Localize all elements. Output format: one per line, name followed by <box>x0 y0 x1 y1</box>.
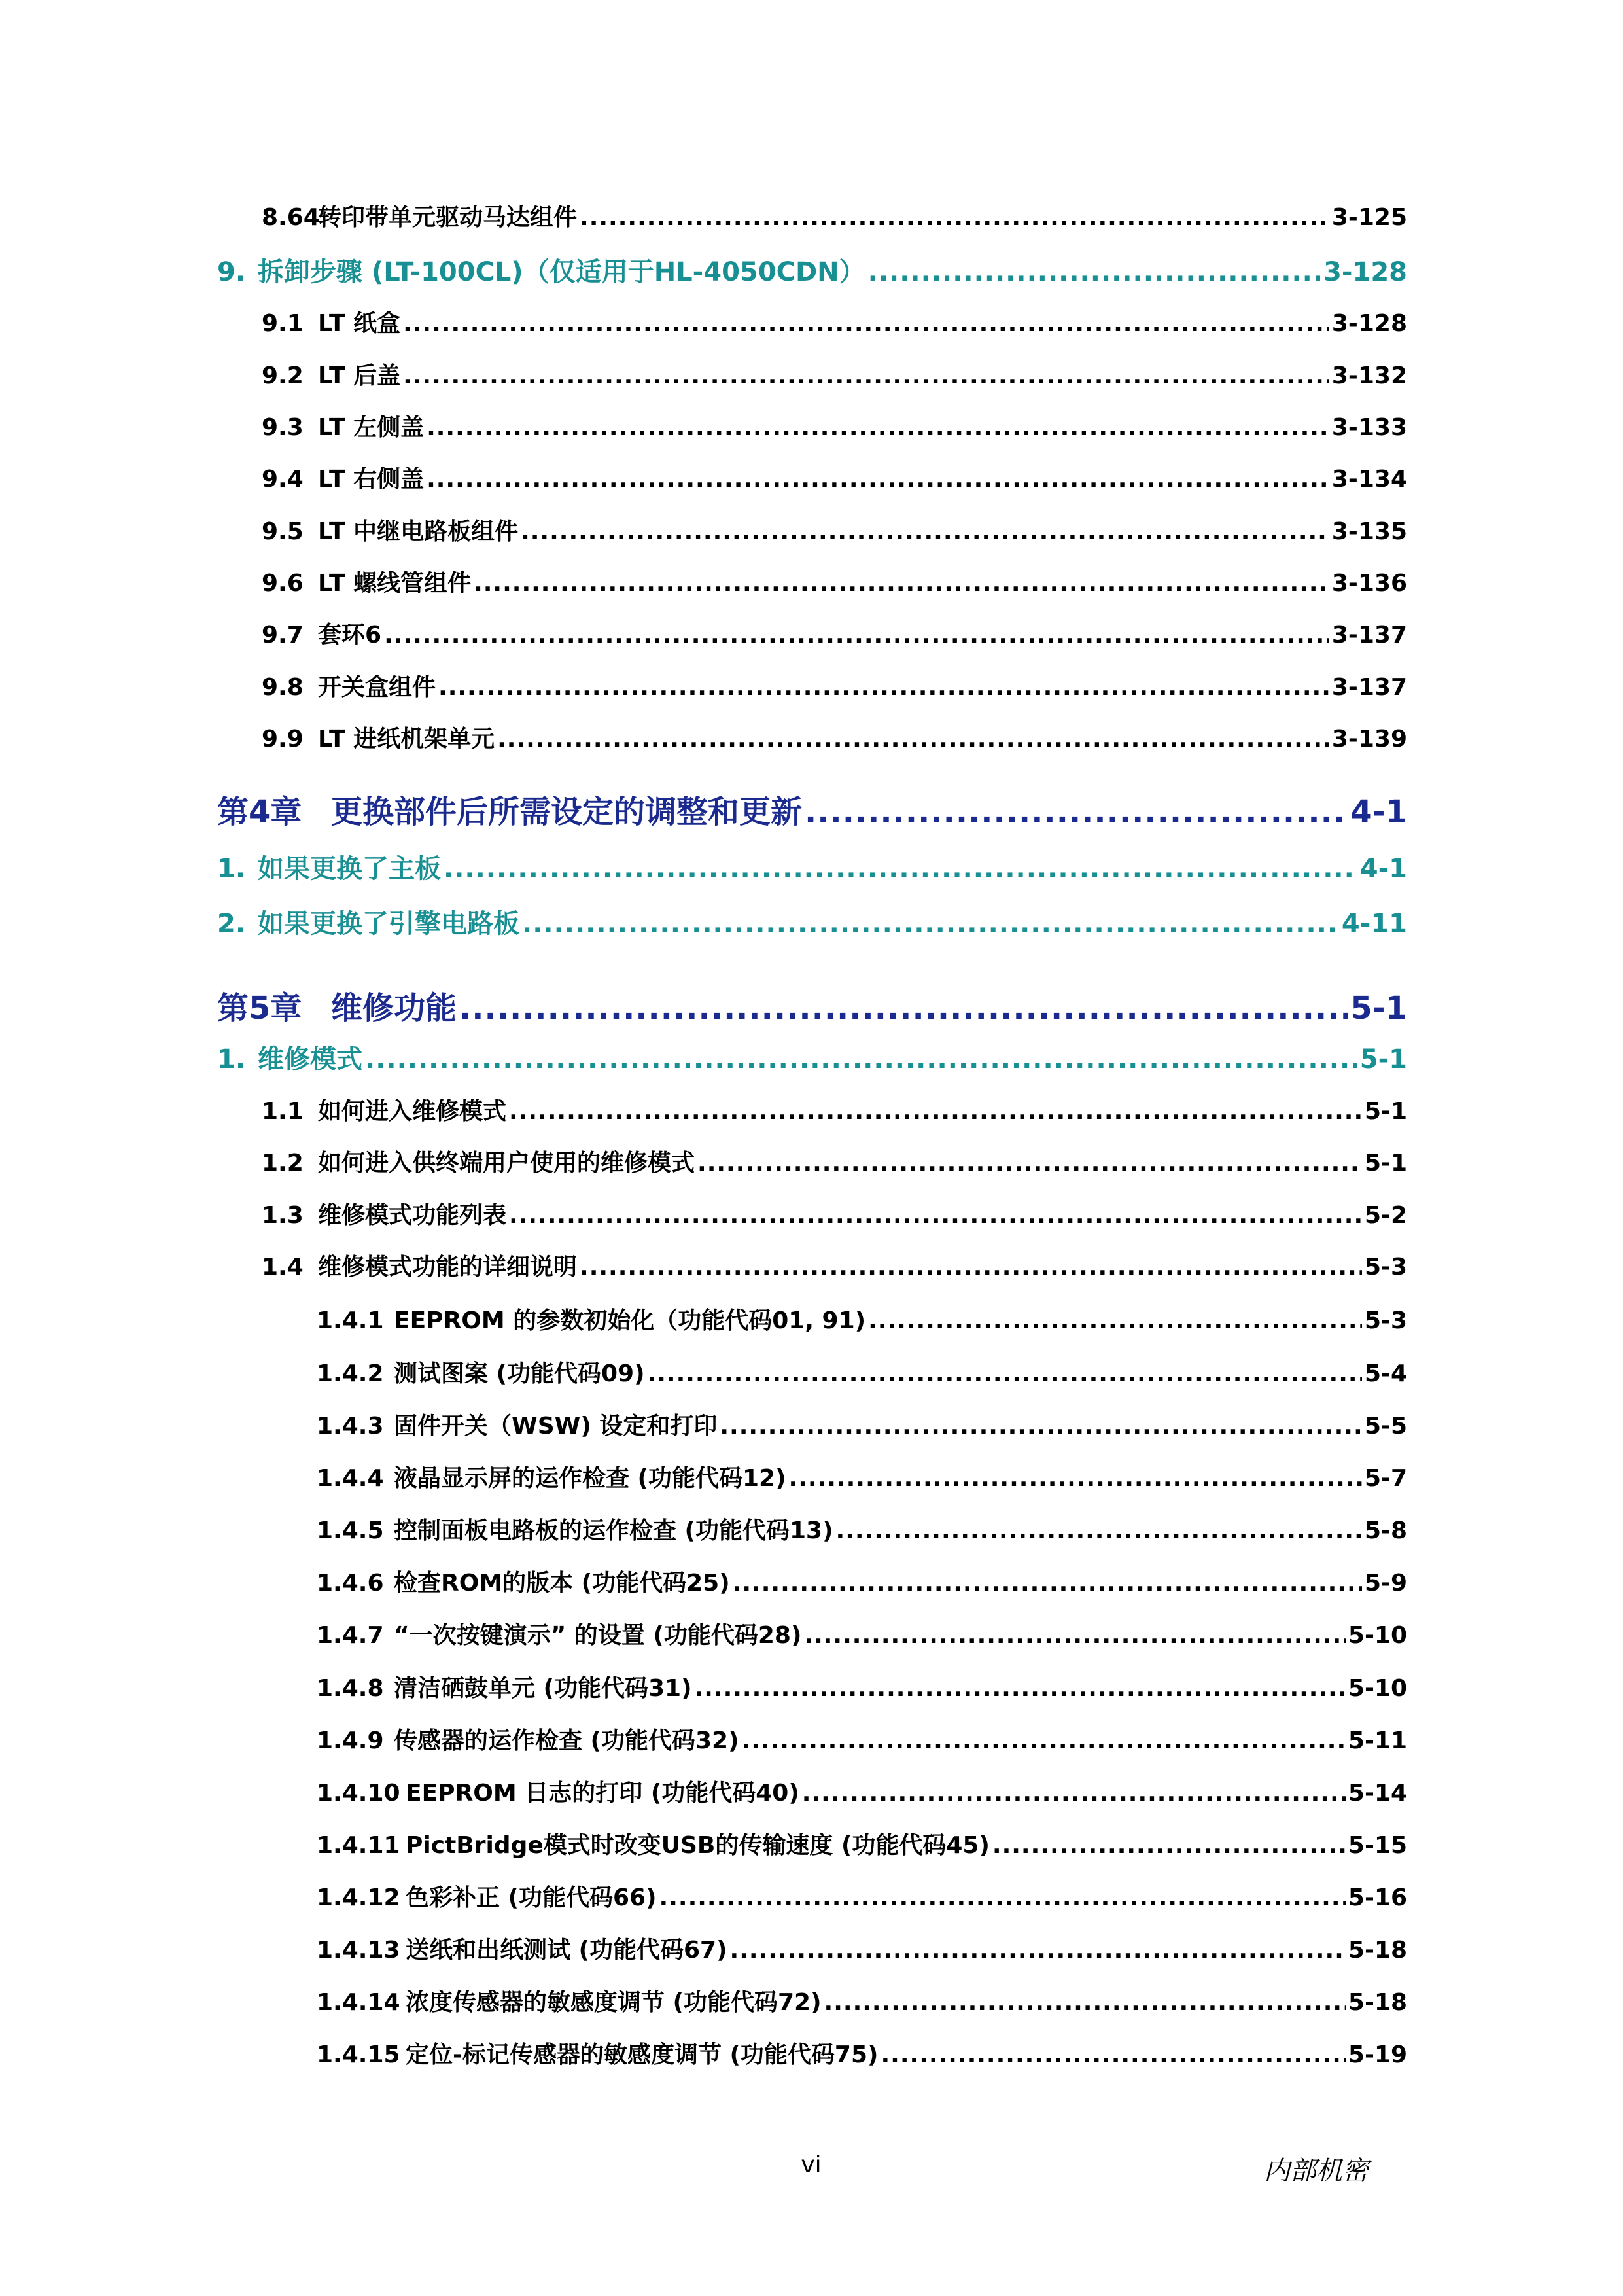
dot-leader <box>403 362 1329 389</box>
toc-entry[interactable] <box>262 513 1407 546</box>
dot-leader <box>521 518 1329 545</box>
toc-entry-title: PictBridge模式时改变USB的传输速度 (功能代码45) <box>406 1832 990 1859</box>
toc-entry[interactable] <box>317 1407 1407 1441</box>
toc-entry-number: 1.4.14 <box>317 1989 400 2016</box>
toc-entry[interactable] <box>317 1302 1407 1335</box>
toc-entry[interactable] <box>317 1827 1407 1860</box>
toc-entry-page: 5-8 <box>1364 1517 1407 1544</box>
toc-entry-title: 维修模式功能的详细说明 <box>318 1254 578 1280</box>
toc-entry-title: 开关盒组件 <box>318 674 436 701</box>
toc-entry[interactable] <box>262 1197 1407 1230</box>
toc-entry-page: 3-134 <box>1331 466 1407 493</box>
toc-entry-number: 9.4 <box>262 466 304 493</box>
toc-entry-title: LT 螺线管组件 <box>318 570 472 597</box>
toc-entry-page: 5-7 <box>1364 1465 1407 1492</box>
toc-entry-page: 5-14 <box>1348 1780 1407 1807</box>
toc-entry-title: 控制面板电路板的运作检查 (功能代码13) <box>394 1517 833 1544</box>
toc-entry-number: 1.4.13 <box>317 1937 400 1964</box>
toc-entry-page: 3-128 <box>1323 257 1407 287</box>
toc-entry-title: 拆卸步骤 (LT-100CL)（仅适用于HL-4050CDN） <box>258 257 865 287</box>
toc-entry-page: 5-11 <box>1348 1727 1407 1754</box>
toc-entry-page: 3-137 <box>1331 622 1407 648</box>
toc-entry-number: 1.4.15 <box>317 2041 400 2068</box>
dot-leader <box>789 1465 1362 1492</box>
dot-leader <box>695 1675 1346 1702</box>
toc-entry-page: 3-133 <box>1331 414 1407 441</box>
dot-leader <box>427 414 1329 441</box>
toc-entry-number: 1.4.10 <box>317 1780 400 1807</box>
dot-leader <box>742 1727 1346 1754</box>
toc-entry[interactable] <box>317 2036 1407 2070</box>
toc-entry[interactable] <box>217 786 1407 832</box>
toc-entry-page: 5-1 <box>1359 1044 1407 1074</box>
toc-entry[interactable] <box>317 1670 1407 1703</box>
toc-entry-title: “一次按键演示” 的设置 (功能代码28) <box>394 1622 802 1649</box>
toc-entry-title: 清洁硒鼓单元 (功能代码31) <box>394 1675 692 1702</box>
toc-entry-number: 1.4 <box>262 1254 304 1280</box>
toc-entry-number: 1.4.12 <box>317 1884 400 1911</box>
dot-leader <box>805 794 1348 830</box>
toc-entry-number: 第5章 <box>217 990 302 1027</box>
dot-leader <box>509 1202 1362 1229</box>
toc-entry[interactable] <box>317 1564 1407 1598</box>
toc-entry[interactable] <box>262 669 1407 702</box>
toc-entry[interactable] <box>262 199 1407 232</box>
toc-entry[interactable] <box>317 1775 1407 1808</box>
toc-entry[interactable] <box>262 616 1407 650</box>
toc-entry-number: 1.4.4 <box>317 1465 384 1492</box>
toc-entry[interactable] <box>262 1144 1407 1178</box>
dot-leader <box>992 1832 1346 1859</box>
dot-leader <box>733 1570 1362 1597</box>
toc-entry-page: 3-128 <box>1331 310 1407 337</box>
toc-entry-title: 如果更换了主板 <box>258 854 441 884</box>
toc-entry-page: 5-18 <box>1348 1989 1407 2016</box>
dot-leader <box>522 909 1339 939</box>
dot-leader <box>804 1622 1346 1649</box>
dot-leader <box>427 466 1329 493</box>
toc-entry-title: 浓度传感器的敏感度调节 (功能代码72) <box>406 1989 822 2016</box>
toc-entry-title: 送纸和出纸测试 (功能代码67) <box>406 1937 727 1964</box>
dot-leader <box>802 1780 1346 1807</box>
dot-leader <box>365 1044 1357 1074</box>
dot-leader <box>384 622 1329 648</box>
toc-entry-title: 测试图案 (功能代码09) <box>394 1360 645 1387</box>
toc-entry[interactable] <box>217 848 1407 885</box>
toc-entry-page: 5-9 <box>1364 1570 1407 1597</box>
toc-entry[interactable] <box>262 461 1407 494</box>
dot-leader <box>720 1413 1362 1439</box>
dot-leader <box>580 1254 1362 1280</box>
toc-entry[interactable] <box>317 1355 1407 1388</box>
toc-entry-title: LT 纸盒 <box>318 310 401 337</box>
toc-entry-page: 4-1 <box>1359 854 1407 884</box>
toc-entry-page: 5-4 <box>1364 1360 1407 1387</box>
toc-entry-page: 5-5 <box>1364 1413 1407 1439</box>
toc-entry-page: 3-136 <box>1331 570 1407 597</box>
toc-entry-number: 1.2 <box>262 1150 304 1176</box>
toc-entry-title: 液晶显示屏的运作检查 (功能代码12) <box>394 1465 786 1492</box>
toc-entry-title: LT 进纸机架单元 <box>318 726 495 752</box>
dot-leader <box>648 1360 1362 1387</box>
toc-entry-number: 9.9 <box>262 726 304 752</box>
toc-entry[interactable] <box>317 1460 1407 1493</box>
toc-entry-number: 1. <box>217 854 246 884</box>
dot-leader <box>697 1150 1362 1176</box>
toc-entry-number: 1.4.5 <box>317 1517 384 1544</box>
toc-entry-number: 1.4.7 <box>317 1622 384 1649</box>
toc-entry[interactable] <box>317 1984 1407 2017</box>
toc-entry-title: EEPROM 日志的打印 (功能代码40) <box>406 1780 799 1807</box>
toc-entry-number: 9.2 <box>262 362 304 389</box>
dot-leader <box>580 204 1329 231</box>
dot-leader <box>868 1307 1362 1334</box>
toc-entry-title: LT 后盖 <box>318 362 401 389</box>
toc-entry[interactable] <box>262 720 1407 754</box>
toc-entry-page: 5-16 <box>1348 1884 1407 1911</box>
toc-entry-number: 9.5 <box>262 518 304 545</box>
toc-entry-title: 如何进入维修模式 <box>318 1098 507 1125</box>
toc-entry-page: 3-125 <box>1331 204 1407 231</box>
toc-entry-title: 检查ROM的版本 (功能代码25) <box>394 1570 730 1597</box>
toc-entry-page: 3-135 <box>1331 518 1407 545</box>
toc-entry-page: 5-1 <box>1364 1150 1407 1176</box>
toc-entry-page: 3-137 <box>1331 674 1407 701</box>
toc-entry-title: 维修模式功能列表 <box>318 1202 507 1229</box>
page-number: vi <box>801 2151 822 2178</box>
toc-entry[interactable] <box>262 1248 1407 1282</box>
dot-leader <box>659 1884 1346 1911</box>
dot-leader <box>497 726 1329 752</box>
toc-entry[interactable] <box>217 251 1407 289</box>
dot-leader <box>438 674 1329 701</box>
toc-entry-page: 3-139 <box>1331 726 1407 752</box>
toc-entry-title: 色彩补正 (功能代码66) <box>406 1884 657 1911</box>
toc-entry-page: 5-1 <box>1364 1098 1407 1125</box>
toc-entry-title: 维修模式 <box>258 1044 362 1074</box>
toc-entry-number: 1.4.3 <box>317 1413 384 1439</box>
dot-leader <box>474 570 1329 597</box>
dot-leader <box>459 990 1348 1027</box>
dot-leader <box>824 1989 1346 2016</box>
dot-leader <box>868 257 1321 287</box>
toc-entry-page: 5-3 <box>1364 1307 1407 1334</box>
toc-entry-page: 5-15 <box>1348 1832 1407 1859</box>
toc-entry-title: 维修功能 <box>331 990 457 1027</box>
toc-entry[interactable] <box>317 1932 1407 1965</box>
toc-entry-page: 4-1 <box>1350 794 1407 830</box>
toc-entry-number: 1.4.1 <box>317 1307 384 1334</box>
toc-entry[interactable] <box>217 903 1407 940</box>
toc-entry-page: 5-3 <box>1364 1254 1407 1280</box>
toc-entry[interactable] <box>262 565 1407 598</box>
toc-entry-page: 3-132 <box>1331 362 1407 389</box>
toc-entry-title: 固件开关（WSW) 设定和打印 <box>394 1413 718 1439</box>
toc-entry-number: 8.64 <box>262 204 320 231</box>
toc-entry-number: 9.7 <box>262 622 304 648</box>
dot-leader <box>881 2041 1345 2068</box>
toc-entry-title: 更换部件后所需设定的调整和更新 <box>331 794 803 830</box>
toc-entry-title: 如何进入供终端用户使用的维修模式 <box>318 1150 695 1176</box>
toc-entry[interactable] <box>262 357 1407 391</box>
toc-entry-number: 1. <box>217 1044 246 1074</box>
toc-entry[interactable] <box>317 1722 1407 1756</box>
dot-leader <box>509 1098 1362 1125</box>
toc-entry[interactable] <box>317 1879 1407 1913</box>
toc-entry-number: 第4章 <box>217 794 302 830</box>
toc-entry-title: LT 中继电路板组件 <box>318 518 519 545</box>
toc-entry-title: 转印带单元驱动马达组件 <box>318 204 578 231</box>
toc-entry-number: 9.3 <box>262 414 304 441</box>
toc-entry-title: 传感器的运作检查 (功能代码32) <box>394 1727 739 1754</box>
toc-entry-number: 1.4.9 <box>317 1727 384 1754</box>
toc-entry-number: 9. <box>217 257 246 287</box>
toc-entry-number: 9.6 <box>262 570 304 597</box>
toc-entry[interactable] <box>262 1093 1407 1126</box>
toc-entry[interactable] <box>262 305 1407 338</box>
toc-entry-page: 5-19 <box>1348 2041 1407 2068</box>
toc-entry-title: 套环6 <box>318 622 382 648</box>
toc-entry-page: 5-10 <box>1348 1675 1407 1702</box>
toc-entry-title: 如果更换了引擎电路板 <box>258 909 519 939</box>
toc-entry[interactable] <box>217 983 1407 1028</box>
toc-entry-page: 5-10 <box>1348 1622 1407 1649</box>
toc-entry-number: 1.4.8 <box>317 1675 384 1702</box>
toc-entry-number: 1.1 <box>262 1098 304 1125</box>
dot-leader <box>403 310 1329 337</box>
toc-entry-number: 1.4.2 <box>317 1360 384 1387</box>
toc-entry-number: 1.4.11 <box>317 1832 400 1859</box>
toc-entry-number: 9.8 <box>262 674 304 701</box>
toc-entry[interactable] <box>262 409 1407 442</box>
toc-entry-title: LT 右侧盖 <box>318 466 425 493</box>
toc-entry[interactable] <box>217 1038 1407 1076</box>
toc-entry-page: 5-2 <box>1364 1202 1407 1229</box>
confidential-label: 内部机密 <box>1264 2156 1369 2186</box>
dot-leader <box>836 1517 1362 1544</box>
toc-entry-number: 1.4.6 <box>317 1570 384 1597</box>
toc-entry-page: 4-11 <box>1341 909 1407 939</box>
toc-entry[interactable] <box>317 1617 1407 1650</box>
toc-entry-number: 1.3 <box>262 1202 304 1229</box>
toc-entry-number: 9.1 <box>262 310 304 337</box>
toc-entry-title: 定位-标记传感器的敏感度调节 (功能代码75) <box>406 2041 879 2068</box>
toc-entry-page: 5-1 <box>1350 990 1407 1027</box>
toc-entry-title: EEPROM 的参数初始化（功能代码01, 91) <box>394 1307 866 1334</box>
toc-entry-page: 5-18 <box>1348 1937 1407 1964</box>
toc-entry-number: 2. <box>217 909 246 939</box>
toc-entry-title: LT 左侧盖 <box>318 414 425 441</box>
dot-leader <box>730 1937 1346 1964</box>
dot-leader <box>444 854 1357 884</box>
toc-entry[interactable] <box>317 1512 1407 1545</box>
